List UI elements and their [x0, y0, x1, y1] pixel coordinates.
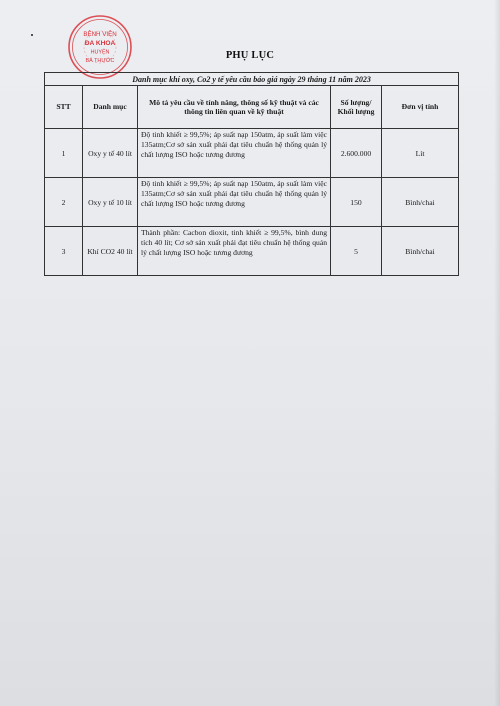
cell-mo-ta: Độ tinh khiết ≥ 99,5%; áp suất nạp 150atm, áp suất làm việc 135atm;Cơ sở sản xuất phải đạt tiêu chuẩn hệ thống quản lý chất lượng ISO hoặc tương đương — [138, 178, 331, 227]
stamp-line2: ĐA KHOA — [84, 40, 116, 47]
header-danh-muc: Danh mục — [83, 86, 138, 129]
stamp-line1: BỆNH VIỆN — [83, 31, 117, 38]
cell-danh-muc: Khí CO2 40 lít — [83, 227, 138, 276]
table-caption-row — [45, 73, 459, 86]
cell-stt: 2 — [45, 178, 83, 227]
cell-stt: 3 — [45, 227, 83, 276]
ink-dot — [31, 34, 33, 36]
header-mo-ta: Mô tả yêu cầu về tính năng, thông số kỹ thuật và các thông tin liên quan về kỹ thuật — [138, 86, 331, 129]
requirements-table — [44, 72, 459, 276]
cell-don-vi: Lít — [382, 129, 459, 178]
hospital-stamp-seal — [67, 14, 133, 80]
table-row — [45, 129, 459, 178]
cell-danh-muc: Oxy y tế 10 lít — [83, 178, 138, 227]
cell-danh-muc: Oxy y tế 40 lít — [83, 129, 138, 178]
table-row — [45, 227, 459, 276]
table-caption: Danh mục khí oxy, Co2 y tế yêu cầu báo giá ngày 29 tháng 11 năm 2023 — [45, 73, 459, 86]
stamp-line3: HUYỆN — [90, 49, 110, 56]
table-row — [45, 178, 459, 227]
cell-mo-ta: Thành phần: Cacbon dioxit, tinh khiết ≥ 99,5%, bình dung tích 40 lít; Cơ sở sản xuất phải đạt tiêu chuẩn hệ thống quản lý chất lượng ISO hoặc tương đương — [138, 227, 331, 276]
table-header-row — [45, 86, 459, 129]
header-don-vi: Đơn vị tính — [382, 86, 459, 129]
cell-so-luong: 5 — [331, 227, 382, 276]
header-stt: STT — [45, 86, 83, 129]
stamp-line4: BÁ THƯỚC — [85, 58, 115, 64]
cell-don-vi: Bình/chai — [382, 227, 459, 276]
header-so-luong: Số lượng/ Khối lượng — [331, 86, 382, 129]
cell-don-vi: Bình/chai — [382, 178, 459, 227]
page-title: PHỤ LỤC — [225, 50, 275, 61]
cell-mo-ta: Độ tinh khiết ≥ 99,5%; áp suất nạp 150atm, áp suất làm việc 135atm;Cơ sở sản xuất phải đạt tiêu chuẩn hệ thống quản lý chất lượng ISO hoặc tương đương — [138, 129, 331, 178]
cell-so-luong: 2.600.000 — [331, 129, 382, 178]
cell-stt: 1 — [45, 129, 83, 178]
cell-so-luong: 150 — [331, 178, 382, 227]
